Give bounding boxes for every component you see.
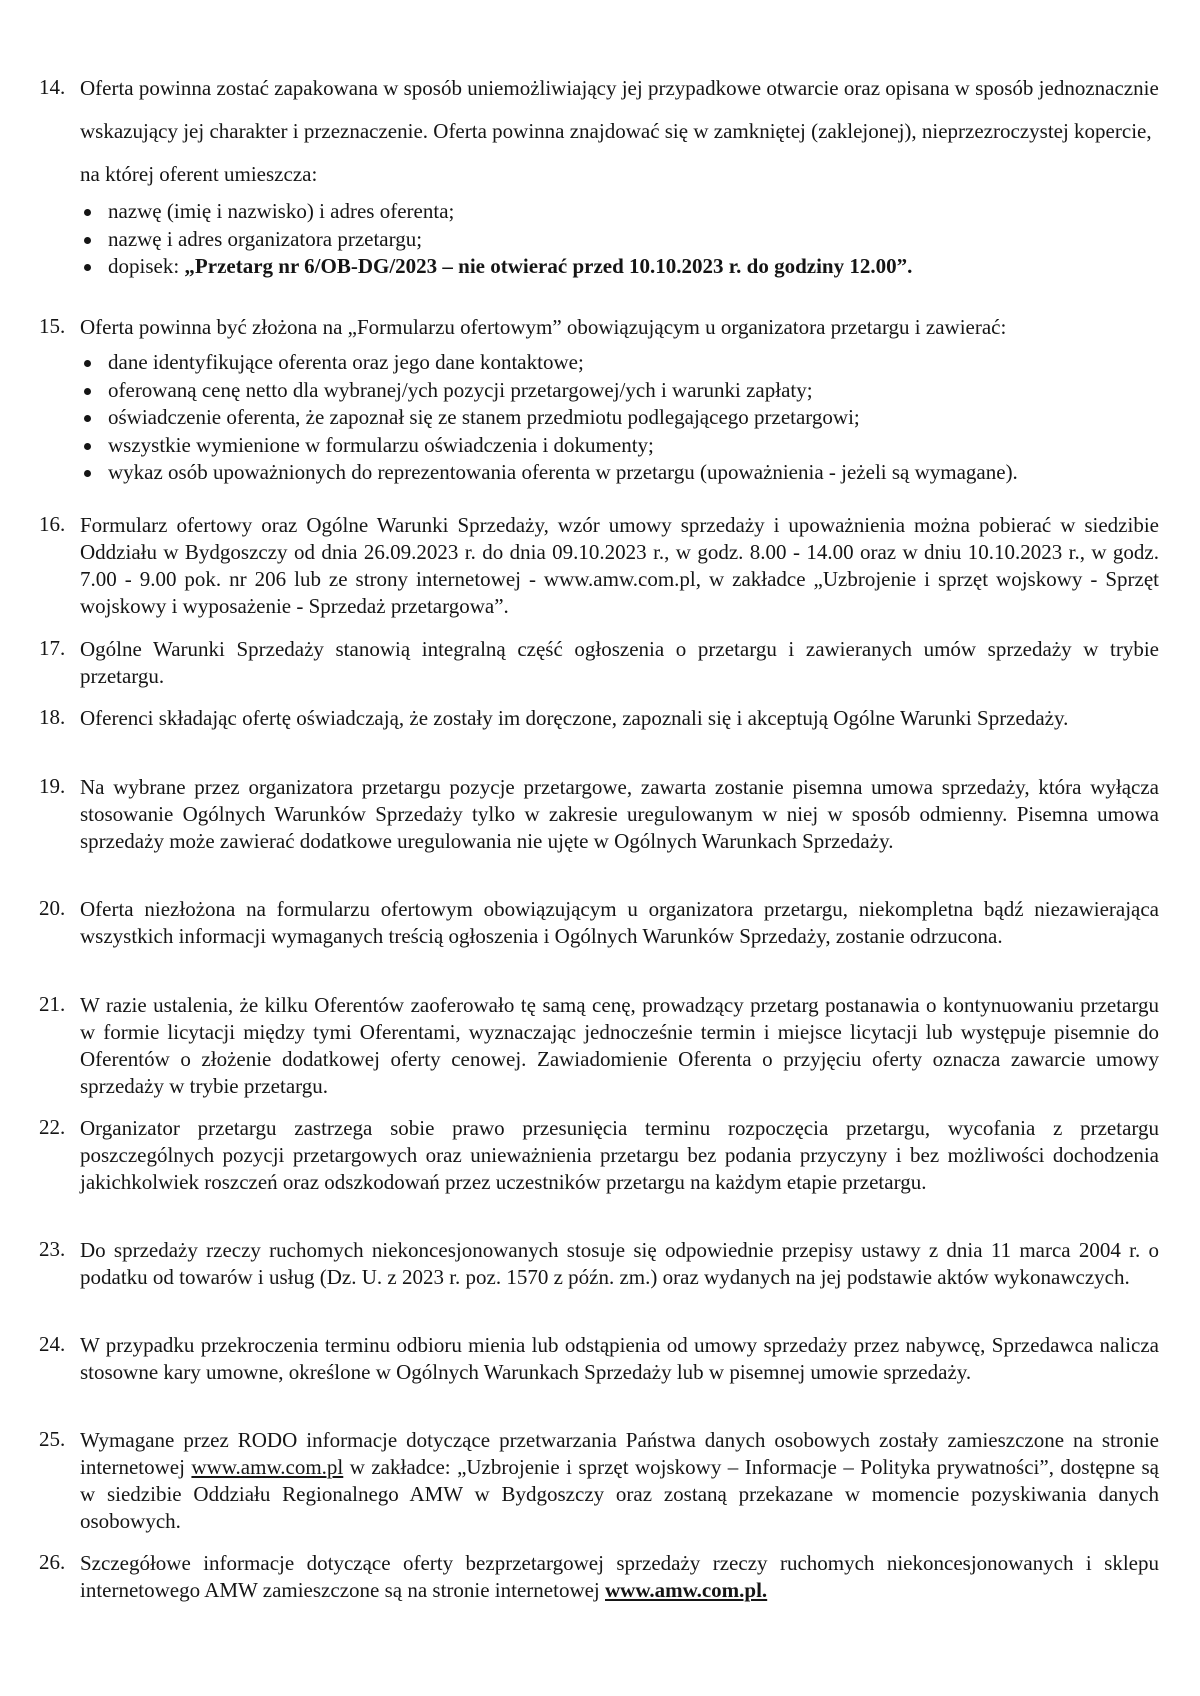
clause-14 — [39, 75, 1159, 281]
envelope-inscription: „Przetarg nr 6/OB-DG/2023 – nie otwierać przed 10.10.2023 r. do godziny 12.00”. — [184, 254, 913, 278]
clause-number: 16. — [39, 512, 66, 536]
clause-text-part: w zakładce: „Uzbrojenie i sprzęt wojskowy – Informacje – Polityka prywatności”, dostępne są w siedzibie Oddziału Regionalnego AMW w Bydgoszczy oraz zostaną przekazane w momencie pozyskiwania danych osobowych. — [80, 1455, 1159, 1533]
clause-text: Organizator przetargu zastrzega sobie prawo przesunięcia terminu rozpoczęcia przetargu, wycofania z przetargu poszczególnych pozycji przetargowych oraz unieważnienia przetargu bez podania przyczyny i bez możliwości dochodzenia jakichkolwiek roszczeń oraz odszkodowań przez uczestników przetargu na każdym etapie przetargu. — [80, 1116, 1159, 1194]
clause-text: Oferta powinna być złożona na „Formularzu ofertowym” obowiązującym u organizatora przetargu i zawierać: — [80, 315, 1007, 339]
clause-number: 18. — [39, 705, 66, 729]
bullet-list — [80, 349, 1159, 487]
clause-text: Oferenci składając ofertę oświadczają, że zostały im doręczone, zapoznali się i akceptują Ogólne Warunki Sprzedaży. — [80, 706, 1069, 730]
clause-15 — [39, 314, 1159, 487]
amw-website-link[interactable]: www.amw.com.pl — [191, 1455, 344, 1479]
clause-text: Oferta niezłożona na formularzu ofertowym obowiązującym u organizatora przetargu, niekompletna bądź niezawierająca wszystkich informacji wymaganych treścią ogłoszenia i Ogólnych Warunków Sprzedaży, zostanie odrzucona. — [80, 897, 1159, 948]
clause-text: Oferta powinna zostać zapakowana w sposób uniemożliwiający jej przypadkowe otwarcie oraz opisana w sposób jednoznacznie wskazujący jej charakter i przeznaczenie. Oferta powinna znajdować się w zamkniętej (zaklejonej), nieprzezroczystej kopercie, na której oferent umieszcza: — [80, 76, 1159, 186]
clause-text: W razie ustalenia, że kilku Oferentów zaoferowało tę samą cenę, prowadzący przetarg postanawia o kontynuowaniu przetargu w formie licytacji między tymi Oferentami, wyznaczając jednocześnie termin i miejsce licytacji lub występuje pisemnie do Oferentów o złożenie dodatkowej oferty cenowej. Zawiadomienie Oferenta o przyjęciu oferty oznacza zawarcie umowy sprzedaży w trybie przetargu. — [80, 993, 1159, 1098]
clause-number: 15. — [39, 314, 66, 338]
list-item: nazwę (imię i nazwisko) i adres oferenta; — [80, 198, 1159, 226]
clause-20 — [39, 896, 1159, 950]
clause-22 — [39, 1115, 1159, 1196]
clause-17 — [39, 636, 1159, 690]
clause-number: 25. — [39, 1427, 66, 1451]
clause-number: 17. — [39, 636, 66, 660]
clause-16 — [39, 512, 1159, 620]
clause-number: 24. — [39, 1332, 66, 1356]
list-item — [80, 253, 1159, 281]
list-item: oświadczenie oferenta, że zapoznał się ze stanem przedmiotu podlegającego przetargowi; — [80, 404, 1159, 432]
list-item: wszystkie wymienione w formularzu oświadczenia i dokumenty; — [80, 432, 1159, 460]
clause-26 — [39, 1550, 1159, 1604]
amw-website-link-bold[interactable]: www.amw.com.pl. — [605, 1578, 768, 1602]
clause-number: 21. — [39, 992, 66, 1016]
bullet-list — [80, 198, 1159, 281]
clause-text-part: Wymagane przez RODO informacje dotyczące przetwarzania Państwa danych osobowych zostały zamieszczone na stronie internetowej — [80, 1428, 1159, 1479]
clause-18 — [39, 705, 1159, 732]
clause-text: Ogólne Warunki Sprzedaży stanowią integralną część ogłoszenia o przetargu i zawieranych umów sprzedaży w trybie przetargu. — [80, 637, 1159, 688]
clause-21 — [39, 992, 1159, 1100]
list-item: nazwę i adres organizatora przetargu; — [80, 226, 1159, 254]
list-item: dane identyfikujące oferenta oraz jego dane kontaktowe; — [80, 349, 1159, 377]
clause-text — [80, 1427, 1159, 1535]
clause-23 — [39, 1237, 1159, 1291]
list-item-prefix: dopisek: — [108, 254, 185, 278]
clause-number: 20. — [39, 896, 66, 920]
clause-number: 23. — [39, 1237, 66, 1261]
clause-number: 19. — [39, 774, 66, 798]
clause-25 — [39, 1427, 1159, 1535]
clause-text: W przypadku przekroczenia terminu odbioru mienia lub odstąpienia od umowy sprzedaży przez nabywcę, Sprzedawca nalicza stosowne kary umowne, określone w Ogólnych Warunkach Sprzedaży lub w pisemnej umowie sprzedaży. — [80, 1333, 1159, 1384]
clause-text-part: Szczegółowe informacje dotyczące oferty bezprzetargowej sprzedaży rzeczy ruchomych niekoncesjonowanych i sklepu internetowego AMW zamieszczone są na stronie internetowej — [80, 1551, 1159, 1602]
clause-text: Na wybrane przez organizatora przetargu pozycje przetargowe, zawarta zostanie pisemna umowa sprzedaży, która wyłącza stosowanie Ogólnych Warunków Sprzedaży tylko w zakresie uregulowanym w niej w sposób odmienny. Pisemna umowa sprzedaży może zawierać dodatkowe uregulowania nie ujęte w Ogólnych Warunkach Sprzedaży. — [80, 775, 1159, 853]
clause-text — [80, 1550, 1159, 1604]
clause-number: 22. — [39, 1115, 66, 1139]
clause-24 — [39, 1332, 1159, 1386]
list-item: oferowaną cenę netto dla wybranej/ych pozycji przetargowej/ych i warunki zapłaty; — [80, 377, 1159, 405]
clause-19 — [39, 774, 1159, 855]
list-item: wykaz osób upoważnionych do reprezentowania oferenta w przetargu (upoważnienia - jeżeli są wymagane). — [80, 459, 1159, 487]
clause-number: 26. — [39, 1550, 66, 1574]
clause-number: 14. — [39, 75, 66, 99]
clause-text: Do sprzedaży rzeczy ruchomych niekoncesjonowanych stosuje się odpowiednie przepisy ustawy z dnia 11 marca 2004 r. o podatku od towarów i usług (Dz. U. z 2023 r. poz. 1570 z późn. zm.) oraz wydanych na jej podstawie aktów wykonawczych. — [80, 1238, 1159, 1289]
clause-text: Formularz ofertowy oraz Ogólne Warunki Sprzedaży, wzór umowy sprzedaży i upoważnienia można pobierać w siedzibie Oddziału w Bydgoszczy od dnia 26.09.2023 r. do dnia 09.10.2023 r., w godz. 8.00 - 14.00 oraz w dniu 10.10.2023 r., w godz. 7.00 - 9.00 pok. nr 206 lub ze strony internetowej - www.amw.com.pl, w zakładce „Uzbrojenie i sprzęt wojskowy - Sprzęt wojskowy i wyposażenie - Sprzedaż przetargowa”. — [80, 513, 1159, 618]
